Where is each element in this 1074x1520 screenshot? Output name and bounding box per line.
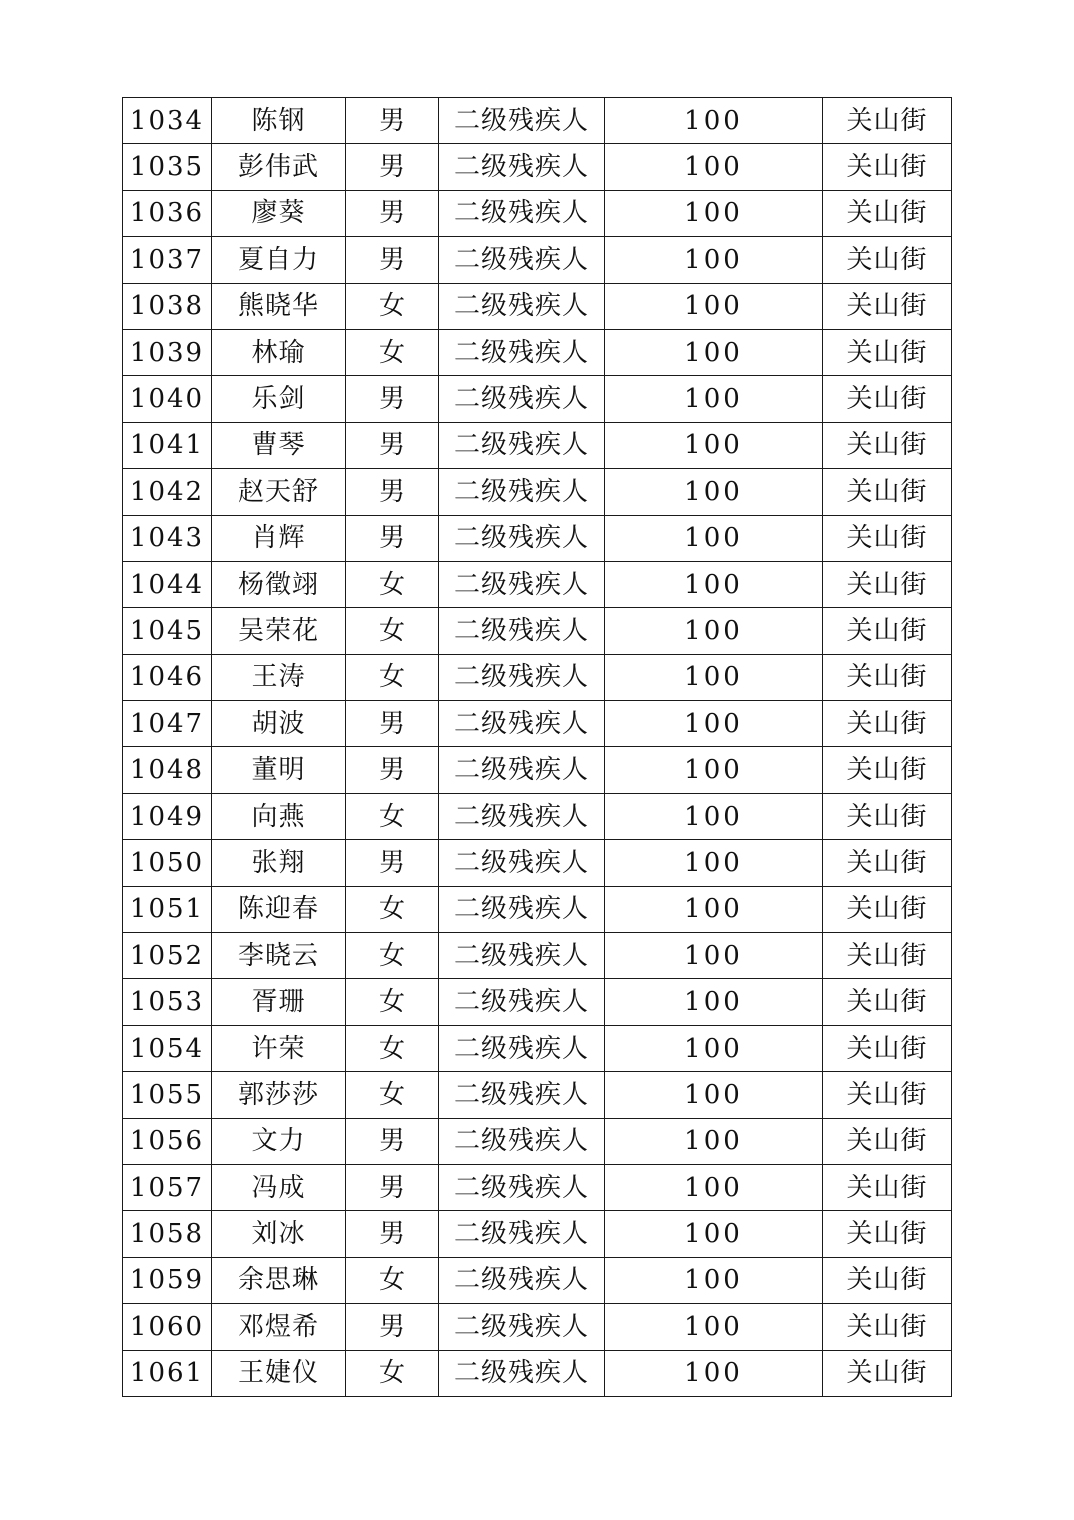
cell-amount: 100: [605, 1118, 823, 1164]
cell-category: 二级残疾人: [439, 190, 605, 236]
cell-number: 1054: [123, 1025, 212, 1071]
cell-category: 二级残疾人: [439, 376, 605, 422]
cell-street: 关山街: [823, 1257, 952, 1303]
table-row: [123, 1072, 952, 1118]
cell-name: 吴荣花: [212, 608, 346, 654]
cell-amount: 100: [605, 98, 823, 144]
cell-category: 二级残疾人: [439, 654, 605, 700]
cell-number: 1055: [123, 1072, 212, 1118]
cell-name: 陈迎春: [212, 886, 346, 932]
cell-gender: 男: [346, 747, 439, 793]
cell-name: 夏自力: [212, 237, 346, 283]
cell-amount: 100: [605, 376, 823, 422]
cell-name: 乐剑: [212, 376, 346, 422]
cell-amount: 100: [605, 1072, 823, 1118]
cell-name: 余思琳: [212, 1257, 346, 1303]
cell-gender: 男: [346, 376, 439, 422]
cell-category: 二级残疾人: [439, 1118, 605, 1164]
cell-category: 二级残疾人: [439, 422, 605, 468]
cell-gender: 男: [346, 422, 439, 468]
cell-street: 关山街: [823, 422, 952, 468]
cell-number: 1051: [123, 886, 212, 932]
cell-amount: 100: [605, 422, 823, 468]
cell-street: 关山街: [823, 793, 952, 839]
cell-gender: 男: [346, 237, 439, 283]
cell-name: 邓煜希: [212, 1304, 346, 1350]
cell-gender: 男: [346, 701, 439, 747]
cell-number: 1036: [123, 190, 212, 236]
table-row: [123, 979, 952, 1025]
table-row: [123, 701, 952, 747]
cell-street: 关山街: [823, 1211, 952, 1257]
cell-category: 二级残疾人: [439, 1350, 605, 1396]
cell-number: 1058: [123, 1211, 212, 1257]
cell-gender: 男: [346, 469, 439, 515]
cell-gender: 女: [346, 933, 439, 979]
cell-number: 1049: [123, 793, 212, 839]
cell-gender: 男: [346, 98, 439, 144]
cell-street: 关山街: [823, 283, 952, 329]
cell-amount: 100: [605, 608, 823, 654]
cell-name: 廖葵: [212, 190, 346, 236]
cell-number: 1039: [123, 329, 212, 375]
cell-amount: 100: [605, 469, 823, 515]
cell-name: 郭莎莎: [212, 1072, 346, 1118]
cell-amount: 100: [605, 654, 823, 700]
table-row: [123, 144, 952, 190]
cell-category: 二级残疾人: [439, 933, 605, 979]
cell-name: 冯成: [212, 1164, 346, 1210]
cell-number: 1037: [123, 237, 212, 283]
cell-name: 向燕: [212, 793, 346, 839]
cell-amount: 100: [605, 515, 823, 561]
cell-amount: 100: [605, 1257, 823, 1303]
cell-gender: 男: [346, 1118, 439, 1164]
cell-gender: 女: [346, 1350, 439, 1396]
cell-gender: 女: [346, 329, 439, 375]
cell-number: 1044: [123, 561, 212, 607]
cell-street: 关山街: [823, 933, 952, 979]
table-row: [123, 1257, 952, 1303]
cell-category: 二级残疾人: [439, 469, 605, 515]
cell-name: 胥珊: [212, 979, 346, 1025]
cell-amount: 100: [605, 1211, 823, 1257]
cell-amount: 100: [605, 329, 823, 375]
table-row: [123, 793, 952, 839]
cell-name: 董明: [212, 747, 346, 793]
cell-number: 1042: [123, 469, 212, 515]
cell-category: 二级残疾人: [439, 1211, 605, 1257]
cell-gender: 女: [346, 979, 439, 1025]
cell-number: 1057: [123, 1164, 212, 1210]
table-row: [123, 747, 952, 793]
cell-number: 1047: [123, 701, 212, 747]
cell-gender: 女: [346, 654, 439, 700]
cell-street: 关山街: [823, 98, 952, 144]
cell-street: 关山街: [823, 608, 952, 654]
cell-amount: 100: [605, 1304, 823, 1350]
cell-street: 关山街: [823, 1118, 952, 1164]
cell-street: 关山街: [823, 654, 952, 700]
cell-amount: 100: [605, 283, 823, 329]
roster-table-body: [123, 98, 952, 1397]
table-row: [123, 283, 952, 329]
cell-name: 李晓云: [212, 933, 346, 979]
cell-street: 关山街: [823, 1164, 952, 1210]
cell-category: 二级残疾人: [439, 561, 605, 607]
table-row: [123, 237, 952, 283]
cell-category: 二级残疾人: [439, 608, 605, 654]
cell-category: 二级残疾人: [439, 1257, 605, 1303]
roster-table: [122, 97, 952, 1397]
cell-gender: 男: [346, 1164, 439, 1210]
table-row: [123, 561, 952, 607]
table-row: [123, 190, 952, 236]
cell-name: 彭伟武: [212, 144, 346, 190]
cell-amount: 100: [605, 886, 823, 932]
cell-gender: 女: [346, 1072, 439, 1118]
cell-amount: 100: [605, 561, 823, 607]
cell-amount: 100: [605, 1350, 823, 1396]
cell-street: 关山街: [823, 329, 952, 375]
cell-gender: 男: [346, 1211, 439, 1257]
cell-category: 二级残疾人: [439, 979, 605, 1025]
cell-category: 二级残疾人: [439, 1025, 605, 1071]
cell-street: 关山街: [823, 1304, 952, 1350]
table-row: [123, 98, 952, 144]
cell-number: 1045: [123, 608, 212, 654]
cell-category: 二级残疾人: [439, 747, 605, 793]
cell-number: 1038: [123, 283, 212, 329]
cell-amount: 100: [605, 1025, 823, 1071]
cell-category: 二级残疾人: [439, 840, 605, 886]
cell-number: 1052: [123, 933, 212, 979]
cell-category: 二级残疾人: [439, 701, 605, 747]
cell-number: 1053: [123, 979, 212, 1025]
cell-number: 1046: [123, 654, 212, 700]
cell-number: 1040: [123, 376, 212, 422]
cell-street: 关山街: [823, 1072, 952, 1118]
cell-gender: 男: [346, 144, 439, 190]
cell-number: 1059: [123, 1257, 212, 1303]
cell-number: 1048: [123, 747, 212, 793]
cell-amount: 100: [605, 237, 823, 283]
cell-name: 许荣: [212, 1025, 346, 1071]
cell-gender: 女: [346, 1257, 439, 1303]
cell-category: 二级残疾人: [439, 98, 605, 144]
cell-street: 关山街: [823, 886, 952, 932]
table-row: [123, 608, 952, 654]
cell-amount: 100: [605, 701, 823, 747]
cell-number: 1061: [123, 1350, 212, 1396]
cell-amount: 100: [605, 190, 823, 236]
cell-street: 关山街: [823, 376, 952, 422]
table-row: [123, 469, 952, 515]
cell-number: 1043: [123, 515, 212, 561]
cell-category: 二级残疾人: [439, 1072, 605, 1118]
cell-street: 关山街: [823, 144, 952, 190]
cell-street: 关山街: [823, 1350, 952, 1396]
table-row: [123, 1211, 952, 1257]
cell-gender: 女: [346, 561, 439, 607]
cell-name: 刘冰: [212, 1211, 346, 1257]
cell-gender: 男: [346, 840, 439, 886]
cell-category: 二级残疾人: [439, 329, 605, 375]
cell-gender: 女: [346, 608, 439, 654]
cell-category: 二级残疾人: [439, 1164, 605, 1210]
table-row: [123, 1304, 952, 1350]
cell-gender: 女: [346, 793, 439, 839]
cell-street: 关山街: [823, 747, 952, 793]
cell-category: 二级残疾人: [439, 886, 605, 932]
table-row: [123, 376, 952, 422]
cell-street: 关山街: [823, 515, 952, 561]
cell-street: 关山街: [823, 190, 952, 236]
cell-name: 赵天舒: [212, 469, 346, 515]
cell-street: 关山街: [823, 701, 952, 747]
cell-gender: 女: [346, 886, 439, 932]
cell-gender: 女: [346, 1025, 439, 1071]
table-row: [123, 1118, 952, 1164]
cell-number: 1034: [123, 98, 212, 144]
cell-name: 胡波: [212, 701, 346, 747]
cell-name: 肖辉: [212, 515, 346, 561]
cell-name: 曹琴: [212, 422, 346, 468]
cell-street: 关山街: [823, 979, 952, 1025]
cell-street: 关山街: [823, 561, 952, 607]
cell-category: 二级残疾人: [439, 283, 605, 329]
cell-category: 二级残疾人: [439, 793, 605, 839]
table-row: [123, 422, 952, 468]
cell-name: 林瑜: [212, 329, 346, 375]
table-row: [123, 1164, 952, 1210]
cell-name: 熊晓华: [212, 283, 346, 329]
cell-name: 王婕仪: [212, 1350, 346, 1396]
cell-number: 1060: [123, 1304, 212, 1350]
cell-street: 关山街: [823, 840, 952, 886]
cell-category: 二级残疾人: [439, 237, 605, 283]
table-row: [123, 840, 952, 886]
table-row: [123, 329, 952, 375]
table-row: [123, 886, 952, 932]
cell-amount: 100: [605, 933, 823, 979]
cell-amount: 100: [605, 793, 823, 839]
cell-gender: 男: [346, 190, 439, 236]
cell-gender: 男: [346, 515, 439, 561]
table-row: [123, 515, 952, 561]
cell-category: 二级残疾人: [439, 1304, 605, 1350]
cell-gender: 男: [346, 1304, 439, 1350]
cell-amount: 100: [605, 1164, 823, 1210]
cell-category: 二级残疾人: [439, 515, 605, 561]
table-row: [123, 654, 952, 700]
cell-amount: 100: [605, 840, 823, 886]
cell-gender: 女: [346, 283, 439, 329]
table-row: [123, 1350, 952, 1396]
table-row: [123, 933, 952, 979]
cell-category: 二级残疾人: [439, 144, 605, 190]
cell-number: 1041: [123, 422, 212, 468]
cell-number: 1035: [123, 144, 212, 190]
cell-amount: 100: [605, 144, 823, 190]
cell-name: 张翔: [212, 840, 346, 886]
cell-street: 关山街: [823, 469, 952, 515]
cell-name: 文力: [212, 1118, 346, 1164]
cell-street: 关山街: [823, 1025, 952, 1071]
cell-name: 杨徵翊: [212, 561, 346, 607]
cell-name: 陈钢: [212, 98, 346, 144]
cell-amount: 100: [605, 979, 823, 1025]
cell-amount: 100: [605, 747, 823, 793]
cell-street: 关山街: [823, 237, 952, 283]
cell-number: 1056: [123, 1118, 212, 1164]
cell-number: 1050: [123, 840, 212, 886]
cell-name: 王涛: [212, 654, 346, 700]
table-row: [123, 1025, 952, 1071]
